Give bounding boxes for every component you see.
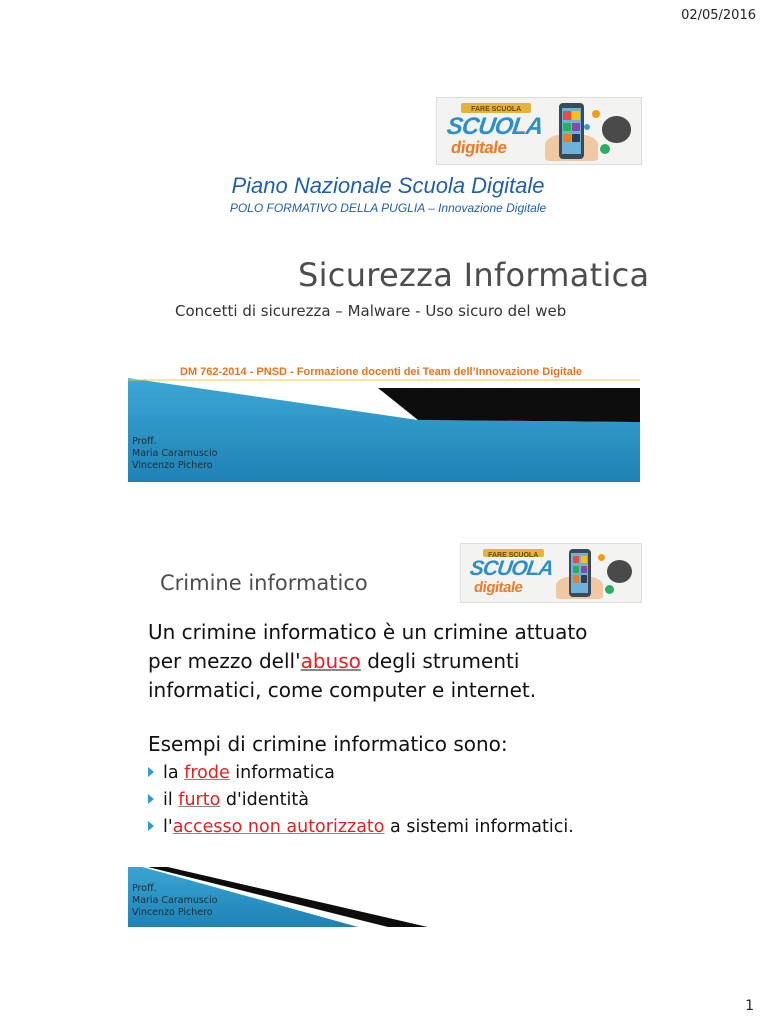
page-number: 1 — [745, 998, 754, 1014]
slide2-definition — [148, 618, 588, 705]
phone-illustration — [559, 103, 583, 158]
header-date: 02/05/2016 — [681, 8, 756, 23]
bullet-arrow-icon — [148, 794, 154, 804]
polo-formativo-subtitle: POLO FORMATIVO DELLA PUGLIA – Innovazione Digitale — [229, 201, 547, 215]
highlight-abuso: abuso — [300, 649, 361, 673]
credits-slide2 — [132, 883, 218, 919]
bullet-arrow-icon — [148, 767, 154, 777]
phone-illustration — [569, 549, 591, 598]
bullet-text: la — [163, 763, 185, 783]
bullet-text: informatica — [229, 763, 335, 783]
bullet-text: il — [163, 790, 179, 810]
credits-heading: Proff. — [132, 436, 157, 447]
credits-author-1: Maria Caramuscio — [132, 448, 218, 459]
film-reel-icon — [607, 560, 632, 583]
credits-slide1 — [132, 436, 218, 472]
credits-heading: Proff. — [132, 883, 157, 894]
slide2-examples-heading: Esempi di crimine informatico sono: — [148, 732, 508, 756]
scuola-digitale-logo-2 — [460, 543, 642, 603]
highlight-frode: frode — [184, 763, 230, 783]
logo-scuola-text: SCUOLA — [445, 112, 545, 140]
dm-reference-line: DM 762-2014 - PNSD - Formazione docenti dei Team dell’Innovazione Digitale — [180, 366, 582, 378]
logo-badge: FARE SCUOLA — [461, 103, 530, 112]
bullet-arrow-icon — [148, 821, 154, 831]
highlight-accesso: accesso non autorizzato — [172, 817, 385, 837]
examples-list — [148, 760, 574, 841]
bullet-text: d'identità — [220, 790, 309, 810]
logo-scuola-text: SCUOLA — [468, 556, 555, 580]
footer-band-slide1 — [128, 378, 640, 482]
bullet-text: l' — [163, 817, 173, 837]
highlight-furto: furto — [178, 790, 221, 810]
slide-title: Sicurezza Informatica — [298, 256, 650, 294]
logo-digitale-text: digitale — [472, 578, 524, 596]
bullet-text: a sistemi informatici. — [384, 817, 574, 837]
slide-subtitle: Concetti di sicurezza – Malware - Uso sicuro del web — [175, 302, 567, 320]
list-item — [148, 814, 574, 841]
definition-text-2: degli strumenti informatici, come computer e internet. — [148, 649, 537, 702]
film-reel-icon — [602, 116, 631, 142]
credits-author-2: Vincenzo Pichero — [132, 907, 213, 918]
scuola-digitale-logo — [436, 97, 642, 165]
footer-band-slide2 — [128, 863, 428, 927]
credits-author-1: Maria Caramuscio — [132, 895, 218, 906]
definition-text-1: Un crimine informatico è un crimine attuato per mezzo dell' — [148, 620, 588, 673]
list-item — [148, 787, 574, 814]
pnsd-title: Piano Nazionale Scuola Digitale — [231, 173, 545, 198]
logo-badge: FARE SCUOLA — [483, 549, 544, 557]
slide2-title: Crimine informatico — [160, 571, 368, 595]
credits-author-2: Vincenzo Pichero — [132, 460, 213, 471]
list-item — [148, 760, 574, 787]
logo-digitale-text: digitale — [450, 137, 509, 157]
